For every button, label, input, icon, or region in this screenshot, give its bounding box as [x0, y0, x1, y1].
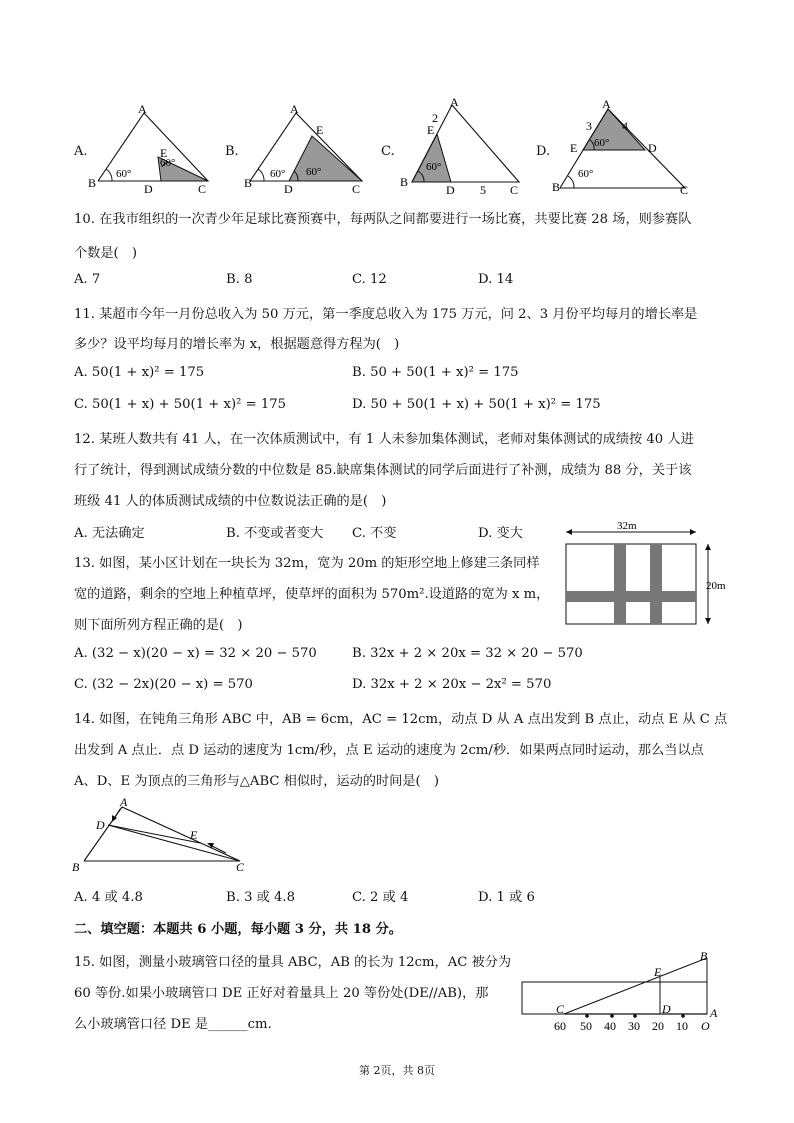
q14-vertex-e: E [190, 828, 198, 842]
q9d-length-4: 4 [622, 119, 628, 133]
q9d-vertex-d: D [648, 141, 657, 155]
q9-figure-a [88, 100, 218, 196]
q13-width-label: 32m [617, 520, 637, 532]
q10-stem-line-1: 10. 在我市组织的一次青少年足球比赛预赛中，每两队之间都要进行一场比赛，共要比赛 28 场，则参赛队 [74, 212, 692, 227]
q9a-vertex-e: E [160, 146, 168, 160]
q15-tick-60: 60 [554, 1019, 566, 1033]
q9d-angle-1: 60° [594, 137, 610, 149]
q15-tick-50: 50 [580, 1019, 592, 1033]
q9b-vertex-c: C [352, 182, 361, 196]
q10-option-a: A. 7 [74, 272, 101, 287]
q9d-angle-2: 60° [578, 168, 594, 180]
q13-option-c: C. (32 − 2x)(20 − x) = 570 [74, 677, 253, 692]
q12-option-c: C. 不变 [352, 526, 397, 541]
q9-option-a-label: A. [74, 144, 88, 159]
q9b-vertex-d: D [284, 182, 293, 196]
q9a-vertex-a: A [138, 102, 147, 116]
q13-option-a: A. (32 − x)(20 − x) = 32 × 20 − 570 [74, 646, 317, 661]
q14-vertex-d: D [96, 818, 105, 832]
q9b-vertex-a: A [290, 102, 299, 116]
q9d-vertex-c: C [680, 183, 689, 196]
q15-origin-o: O [701, 1019, 710, 1033]
q9c-vertex-a: A [450, 96, 459, 109]
q9c-vertex-c: C [510, 183, 519, 196]
q13-stem-line-3: 则下面所列方程正确的是( ) [74, 618, 243, 633]
q14-vertex-c: C [236, 860, 245, 874]
q9a-vertex-d: D [144, 182, 153, 196]
q15-tick-10: 10 [676, 1019, 688, 1033]
q14-vertex-a: A [120, 795, 128, 809]
q15-tick-40: 40 [604, 1019, 616, 1033]
q9c-vertex-b: B [400, 175, 409, 189]
q15-vertex-d: D [662, 1002, 671, 1016]
q11-option-c: C. 50(1 + x) + 50(1 + x)² = 175 [74, 397, 286, 412]
q9d-length-3: 3 [586, 119, 592, 133]
q13-height-label: 20m [706, 580, 726, 592]
q12-option-d: D. 变大 [478, 526, 523, 541]
q11-option-a: A. 50(1 + x)² = 175 [74, 365, 205, 380]
q11-stem-line-1: 11. 某超市今年一月份总收入为 50 万元，第一季度总收入为 175 万元，问 2、3 月份平均每月的增长率是 [74, 307, 698, 322]
q13-option-b: B. 32x + 2 × 20x = 32 × 20 − 570 [352, 646, 583, 661]
section-2-heading: 二、填空题：本题共 6 小题，每小题 3 分，共 18 分。 [74, 922, 402, 937]
q15-stem-line-3: 么小玻璃管口径 DE 是______cm. [74, 1017, 272, 1032]
q14-stem-line-2: 出发到 A 点止．点 D 运动的速度为 1cm/秒，点 E 运动的速度为 2cm/秒．如果两点同时运动，那么当以点 [74, 743, 704, 758]
q9-option-c-label: C. [381, 144, 395, 159]
q10-option-d: D. 14 [478, 272, 514, 287]
q9-figure-d [550, 96, 700, 196]
q12-option-b: B. 不变或者变大 [226, 526, 324, 541]
q14-stem-line-1: 14. 如图，在钝角三角形 ABC 中，AB = 6cm，AC = 12cm，动点 D 从 A 点出发到 B 点止，动点 E 从 C 点 [74, 712, 728, 727]
q13-figure-rectangle [560, 518, 730, 630]
q9c-vertex-d: D [446, 183, 455, 196]
q14-stem-line-3: A、D、E 为顶点的三角形与△ABC 相似时，运动的时间是( ) [74, 774, 440, 789]
q12-stem-line-3: 班级 41 人的体质测试成绩的中位数说法正确的是( ) [74, 494, 387, 509]
q9b-angle-1: 60° [270, 168, 286, 180]
q9c-length-2: 2 [432, 111, 438, 125]
page-footer: 第 2页，共 8页 [359, 1064, 435, 1077]
q14-figure-triangle [70, 795, 260, 875]
q12-stem-line-1: 12. 某班人数共有 41 人，在一次体质测试中，有 1 人未参加集体测试，老师对集体测试的成绩按 40 人进 [74, 432, 694, 447]
q9a-angle-2: 60° [160, 157, 176, 169]
q15-vertex-e: E [654, 965, 662, 979]
q14-option-d: D. 1 或 6 [478, 890, 535, 905]
q12-option-a: A. 无法确定 [74, 526, 145, 541]
q9c-length-5: 5 [480, 183, 486, 196]
q9c-vertex-e: E [427, 123, 435, 137]
q9d-vertex-a: A [602, 97, 611, 111]
q13-option-d: D. 32x + 2 × 20x − 2x² = 570 [352, 677, 552, 692]
q15-vertex-a: A [710, 1006, 718, 1020]
q9b-vertex-e: E [316, 123, 324, 137]
q14-option-b: B. 3 或 4.8 [226, 890, 296, 905]
q15-vertex-b: B [700, 949, 708, 963]
q14-option-c: C. 2 或 4 [352, 890, 409, 905]
q9a-vertex-b: B [88, 176, 97, 190]
q12-stem-line-2: 行了统计，得到测试成绩分数的中位数是 85.缺席集体测试的同学后面进行了补测，成绩为 88 分，关于该 [74, 463, 692, 478]
q11-option-b: B. 50 + 50(1 + x)² = 175 [352, 365, 519, 380]
q14-option-a: A. 4 或 4.8 [74, 890, 143, 905]
q11-stem-line-2: 多少？设平均每月的增长率为 x，根据题意得方程为( ) [74, 337, 400, 352]
q13-stem-line-1: 13. 如图，某小区计划在一块长为 32m，宽为 20m 的矩形空地上修建三条同样 [74, 556, 540, 571]
q14-vertex-b: B [72, 860, 80, 874]
q15-stem-line-2: 60 等份.如果小玻璃管口 DE 正好对着量具上 20 等份处(DE//AB)，那 [74, 986, 489, 1001]
q9d-vertex-b: B [552, 180, 561, 194]
q15-tick-30: 30 [628, 1019, 640, 1033]
q13-stem-line-2: 宽的道路，剩余的空地上种植草坪，使草坪的面积为 570m².设道路的宽为 x m， [74, 587, 550, 602]
q9b-angle-2: 60° [306, 166, 322, 178]
q9a-angle-1: 60° [116, 168, 132, 180]
q15-tick-20: 20 [652, 1019, 664, 1033]
q9-option-d-label: D. [536, 144, 551, 159]
q9-option-b-label: B. [225, 144, 239, 159]
q15-stem-line-1: 15. 如图，测量小玻璃管口径的量具 ABC，AB 的长为 12cm，AC 被分为 [74, 955, 512, 970]
q9a-vertex-c: C [198, 182, 207, 196]
q15-figure-gauge [518, 946, 728, 1036]
q10-option-b: B. 8 [226, 272, 253, 287]
q9b-vertex-b: B [244, 176, 253, 190]
q9d-vertex-e: E [570, 141, 578, 155]
q9-figure-b [240, 100, 370, 196]
q9-figure-c [394, 96, 524, 196]
q11-option-d: D. 50 + 50(1 + x) + 50(1 + x)² = 175 [352, 397, 601, 412]
q10-option-c: C. 12 [352, 272, 387, 287]
q15-vertex-c: C [556, 1002, 565, 1016]
q9c-angle-1: 60° [426, 161, 442, 173]
q10-stem-line-2: 个数是( ) [74, 246, 138, 261]
